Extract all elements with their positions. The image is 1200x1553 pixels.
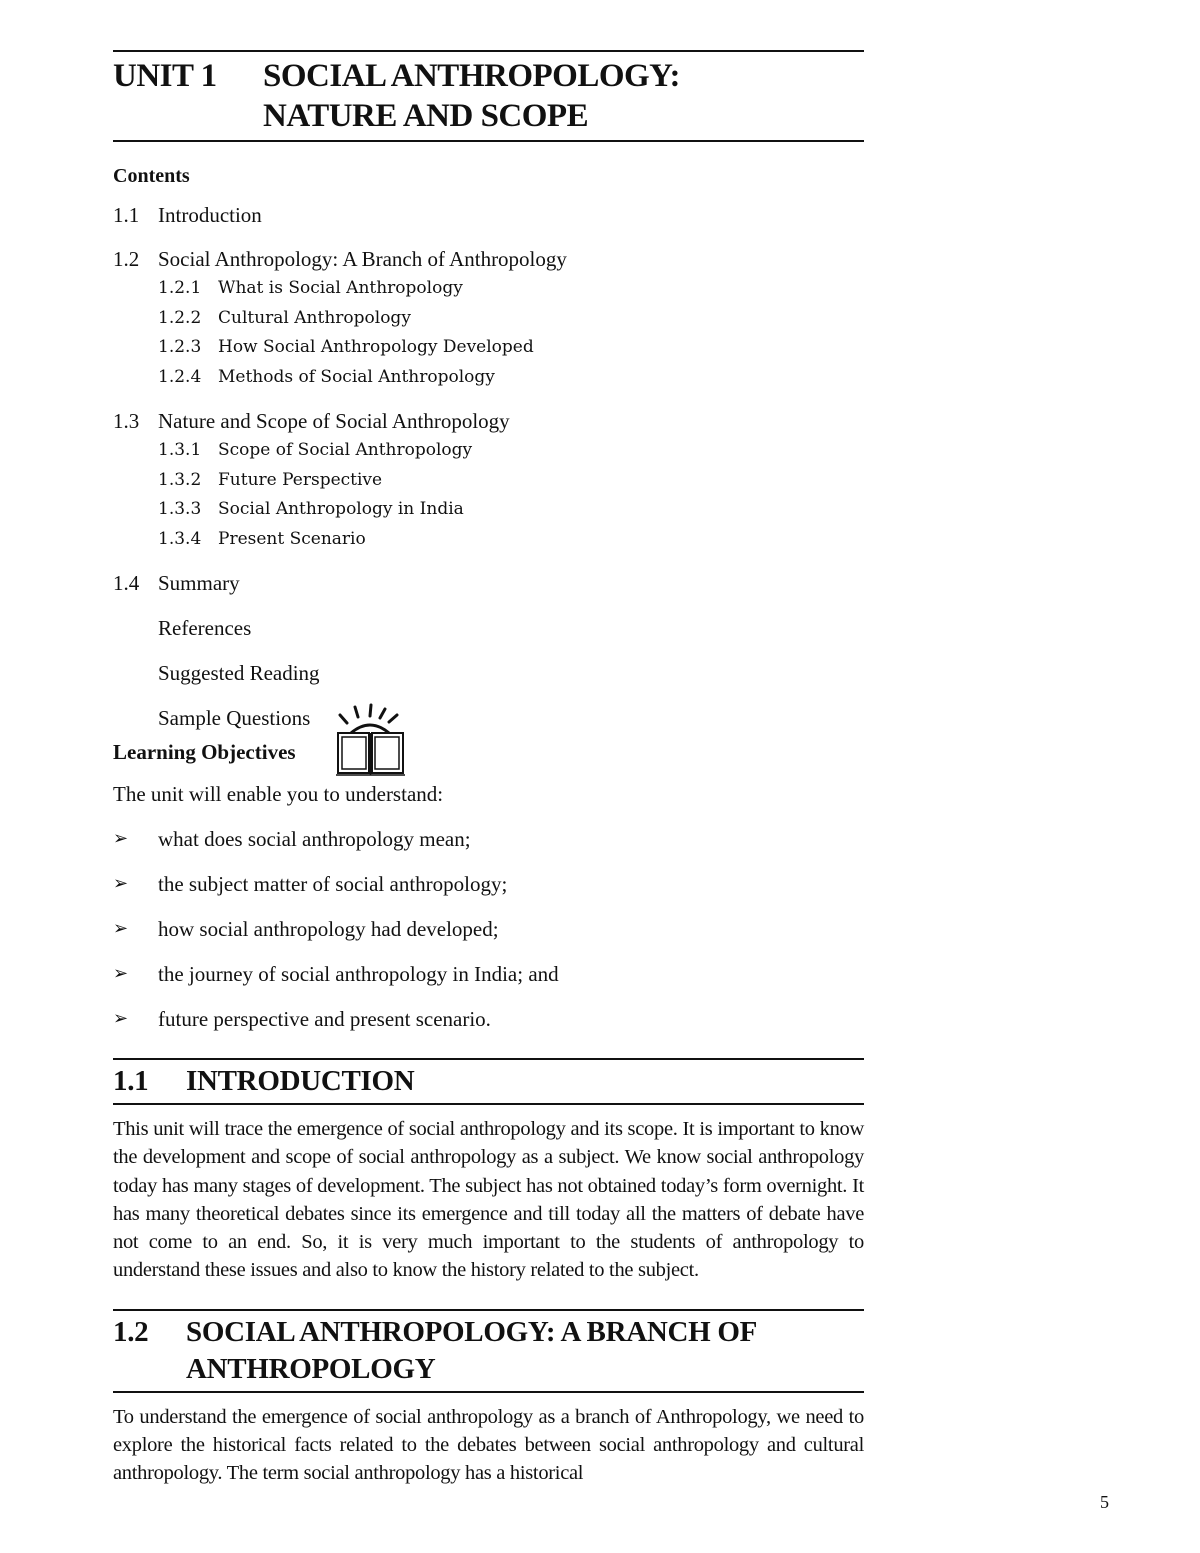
objective-item: [113, 1004, 864, 1034]
toc-subsection-number: 1.3.3: [158, 499, 202, 519]
objectives-lead: The unit will enable you to understand:: [113, 782, 444, 806]
section-heading-introduction: [113, 1058, 864, 1105]
objective-text: the subject matter of social anthropology;: [158, 872, 508, 896]
objective-item: [113, 914, 864, 944]
toc-subsection-number: 1.2.3: [158, 337, 202, 357]
page-number: 5: [1100, 1492, 1109, 1512]
toc-subsection-number: 1.2.1: [158, 278, 202, 298]
toc-subsection-label: How Social Anthropology Developed: [218, 337, 534, 357]
document-page: [113, 50, 864, 1488]
branch-paragraph: To understand the emergence of social anthropology as a branch of Anthropology, we need to explore the historical facts related to the debates between social anthropology and cultural anthropology. The term social anthropology has a historical: [113, 1405, 864, 1485]
toc-section-label: Introduction: [158, 203, 262, 227]
arrow-bullet-icon: ➢: [113, 828, 129, 849]
arrow-bullet-icon: ➢: [113, 1008, 129, 1029]
toc-subsection: [113, 363, 864, 393]
objective-item: [113, 959, 864, 989]
toc-subsection: [113, 333, 864, 363]
toc-section: [113, 244, 864, 274]
section-title-line2: ANTHROPOLOGY: [186, 1352, 436, 1385]
toc-subsection-number: 1.2.4: [158, 366, 202, 387]
toc-subsection-label: Future Perspective: [218, 469, 383, 490]
learning-objectives-header: [113, 733, 864, 777]
objective-text: future perspective and present scenario.: [158, 1007, 491, 1031]
section-number: 1.2: [113, 1315, 149, 1348]
toc-suggested-reading: Suggested Reading: [158, 661, 320, 685]
toc-section-number: 1.4: [113, 571, 140, 595]
arrow-bullet-icon: ➢: [113, 963, 129, 984]
objective-item: [113, 824, 864, 854]
toc-subsection: [113, 466, 864, 496]
toc-subsection-label: What is Social Anthropology: [218, 278, 463, 298]
section-title-line1: SOCIAL ANTHROPOLOGY: A BRANCH OF: [186, 1315, 758, 1348]
open-book-icon: [333, 703, 408, 778]
arrow-bullet-icon: ➢: [113, 873, 129, 894]
introduction-paragraph: This unit will trace the emergence of social anthropology and its scope. It is important to know the development and scope of social anthropology as a subject. We know social anthropology today has many stages of development. The subject has not obtained today’s form overnight. It has many theoretical debates since its emergence and till today all the matters of debate have not come to an end. So, it is very much important to the students of anthropology to understand these issues and also to know the history related to the subject.: [113, 1118, 864, 1282]
toc-subsection: [113, 525, 864, 555]
toc-subsection-label: Social Anthropology in India: [218, 499, 464, 519]
unit-title-line1: SOCIAL ANTHROPOLOGY:: [263, 58, 680, 94]
toc-section: [113, 406, 864, 436]
unit-title-line2: NATURE AND SCOPE: [263, 98, 589, 134]
unit-number: UNIT 1: [113, 58, 217, 94]
contents-title: Contents: [113, 165, 190, 187]
objective-item: [113, 869, 864, 899]
toc-subsection: [113, 495, 864, 525]
toc-section-label: Social Anthropology: A Branch of Anthropology: [158, 247, 567, 271]
objective-text: the journey of social anthropology in India; and: [158, 962, 559, 986]
toc-section-label: Nature and Scope of Social Anthropology: [158, 409, 510, 433]
toc-subsection-label: Cultural Anthropology: [218, 307, 411, 328]
toc-section: [113, 568, 864, 598]
unit-heading: [113, 50, 864, 142]
toc-subsection: [113, 304, 864, 334]
arrow-bullet-icon: ➢: [113, 918, 129, 939]
toc-subsection: [113, 436, 864, 466]
section-number: 1.1: [113, 1065, 149, 1097]
toc-subsection-label: Methods of Social Anthropology: [218, 366, 495, 387]
toc-sample-questions: Sample Questions: [158, 706, 311, 730]
toc-section-number: 1.1: [113, 203, 140, 227]
toc-section-number: 1.3: [113, 409, 140, 433]
toc-subsection-label: Present Scenario: [218, 528, 366, 549]
learning-objectives-title: Learning Objectives: [113, 740, 296, 764]
toc-references: References: [158, 616, 252, 640]
toc-subsection-number: 1.3.1: [158, 440, 202, 460]
toc-section-label: Summary: [158, 571, 240, 595]
toc-subsection-number: 1.3.2: [158, 469, 202, 490]
toc-section-number: 1.2: [113, 247, 140, 271]
objective-text: how social anthropology had developed;: [158, 917, 499, 941]
toc-subsection-number: 1.2.2: [158, 307, 202, 328]
toc-subsection: [113, 274, 864, 304]
toc-subsection-label: Scope of Social Anthropology: [218, 440, 473, 460]
toc-section: [113, 200, 864, 230]
table-of-contents: [113, 200, 864, 733]
objective-text: what does social anthropology mean;: [158, 827, 471, 851]
section-title: INTRODUCTION: [186, 1065, 415, 1097]
toc-subsection-number: 1.3.4: [158, 528, 202, 549]
section-heading-branch: [113, 1309, 864, 1393]
